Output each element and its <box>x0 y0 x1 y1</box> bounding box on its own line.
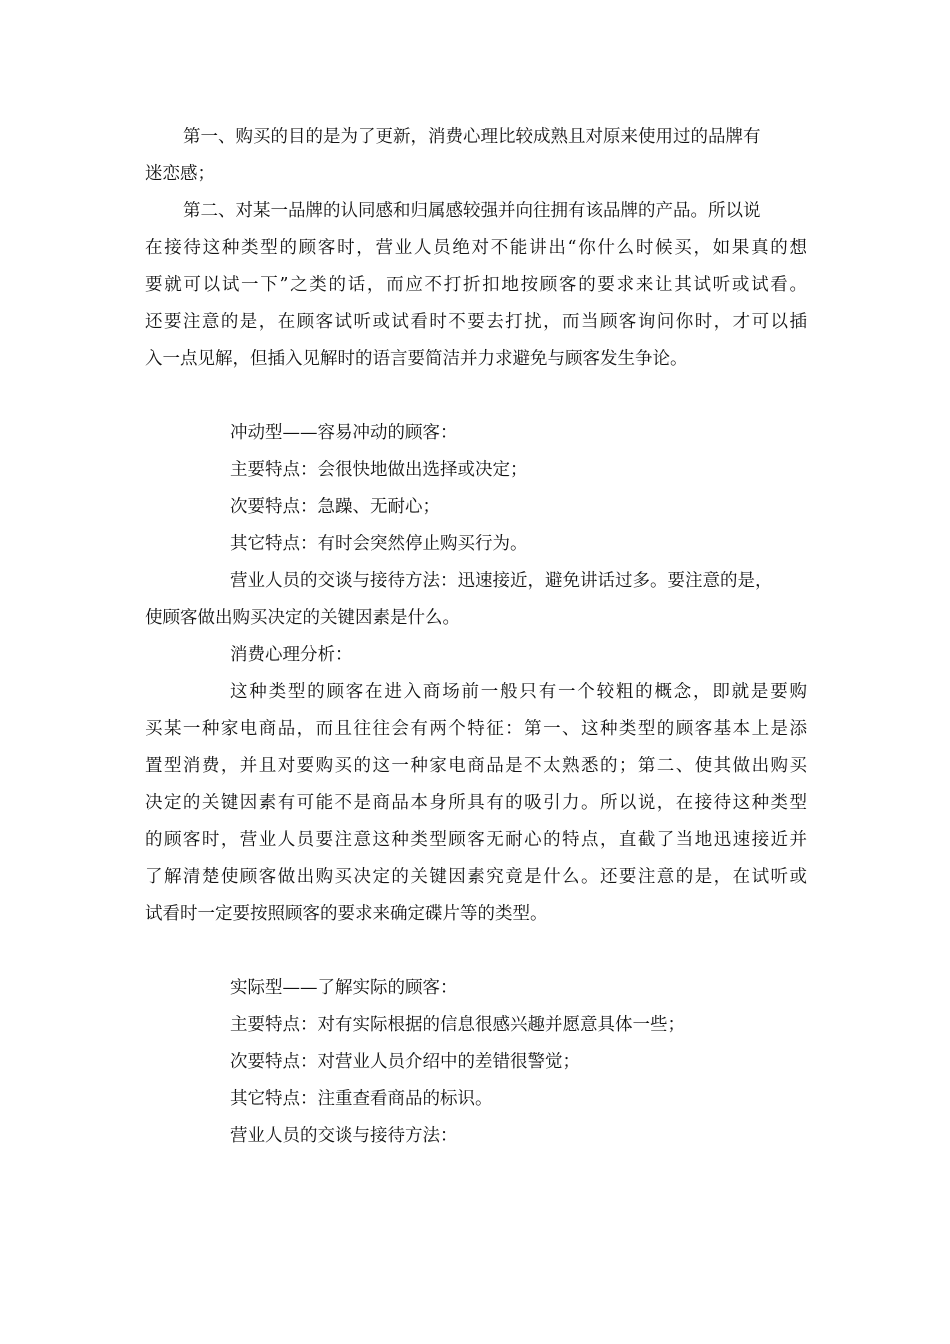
intro-p2-line-1: 第二、对某一品牌的认同感和归属感较强并向往拥有该品牌的产品。所以说 <box>183 201 761 221</box>
intro-p1-line-2: 迷恋感； <box>145 164 215 184</box>
impulsive-analysis-line-2: 买某一种家电商品，而且往往会有两个特征：第一、这种类型的顾客基本上是添 <box>145 719 807 739</box>
intro-p1-line-1: 第一、购买的目的是为了更新，消费心理比较成熟且对原来使用过的品牌有 <box>183 127 761 147</box>
impulsive-other-trait: 其它特点：有时会突然停止购买行为。 <box>230 534 528 554</box>
impulsive-method-line-1: 营业人员的交谈与接待方法：迅速接近，避免讲话过多。要注意的是， <box>230 571 773 591</box>
practical-main-trait: 主要特点：对有实际根据的信息很感兴趣并愿意具体一些； <box>230 1015 685 1035</box>
impulsive-analysis-line-3: 置型消费，并且对要购买的这一种家电商品是不太熟悉的；第二、使其做出购买 <box>145 756 807 776</box>
practical-heading: 实际型——了解实际的顾客： <box>230 978 458 998</box>
practical-other-trait: 其它特点：注重查看商品的标识。 <box>230 1089 493 1109</box>
intro-p2-line-3: 要就可以试一下”之类的话，而应不打折扣地按顾客的要求来让其试听或试看。 <box>145 275 807 295</box>
practical-method: 营业人员的交谈与接待方法： <box>230 1126 458 1146</box>
impulsive-analysis-line-6: 了解清楚使顾客做出购买决定的关键因素究竟是什么。还要注意的是，在试听或 <box>145 867 807 887</box>
practical-secondary-trait: 次要特点：对营业人员介绍中的差错很警觉； <box>230 1052 580 1072</box>
intro-p2-line-4: 还要注意的是，在顾客试听或试看时不要去打扰，而当顾客询问你时，才可以插 <box>145 312 807 332</box>
impulsive-method-line-2: 使顾客做出购买决定的关键因素是什么。 <box>145 608 460 628</box>
impulsive-heading: 冲动型——容易冲动的顾客： <box>230 423 458 443</box>
impulsive-analysis-line-7: 试看时一定要按照顾客的要求来确定碟片等的类型。 <box>145 904 548 924</box>
impulsive-analysis-line-1: 这种类型的顾客在进入商场前一般只有一个较粗的概念，即就是要购 <box>230 682 807 702</box>
intro-p2-line-2: 在接待这种类型的顾客时，营业人员绝对不能讲出“你什么时候买，如果真的想 <box>145 238 807 258</box>
intro-p2-line-5: 入一点见解，但插入见解时的语言要简洁并力求避免与顾客发生争论。 <box>145 349 688 369</box>
impulsive-analysis-line-4: 决定的关键因素有可能不是商品本身所具有的吸引力。所以说，在接待这种类型 <box>145 793 807 813</box>
impulsive-main-trait: 主要特点：会很快地做出选择或决定； <box>230 460 528 480</box>
impulsive-secondary-trait: 次要特点：急躁、无耐心； <box>230 497 440 517</box>
impulsive-analysis-line-5: 的顾客时，营业人员要注意这种类型顾客无耐心的特点，直截了当地迅速接近并 <box>145 830 807 850</box>
impulsive-analysis-title: 消费心理分析： <box>230 645 353 665</box>
